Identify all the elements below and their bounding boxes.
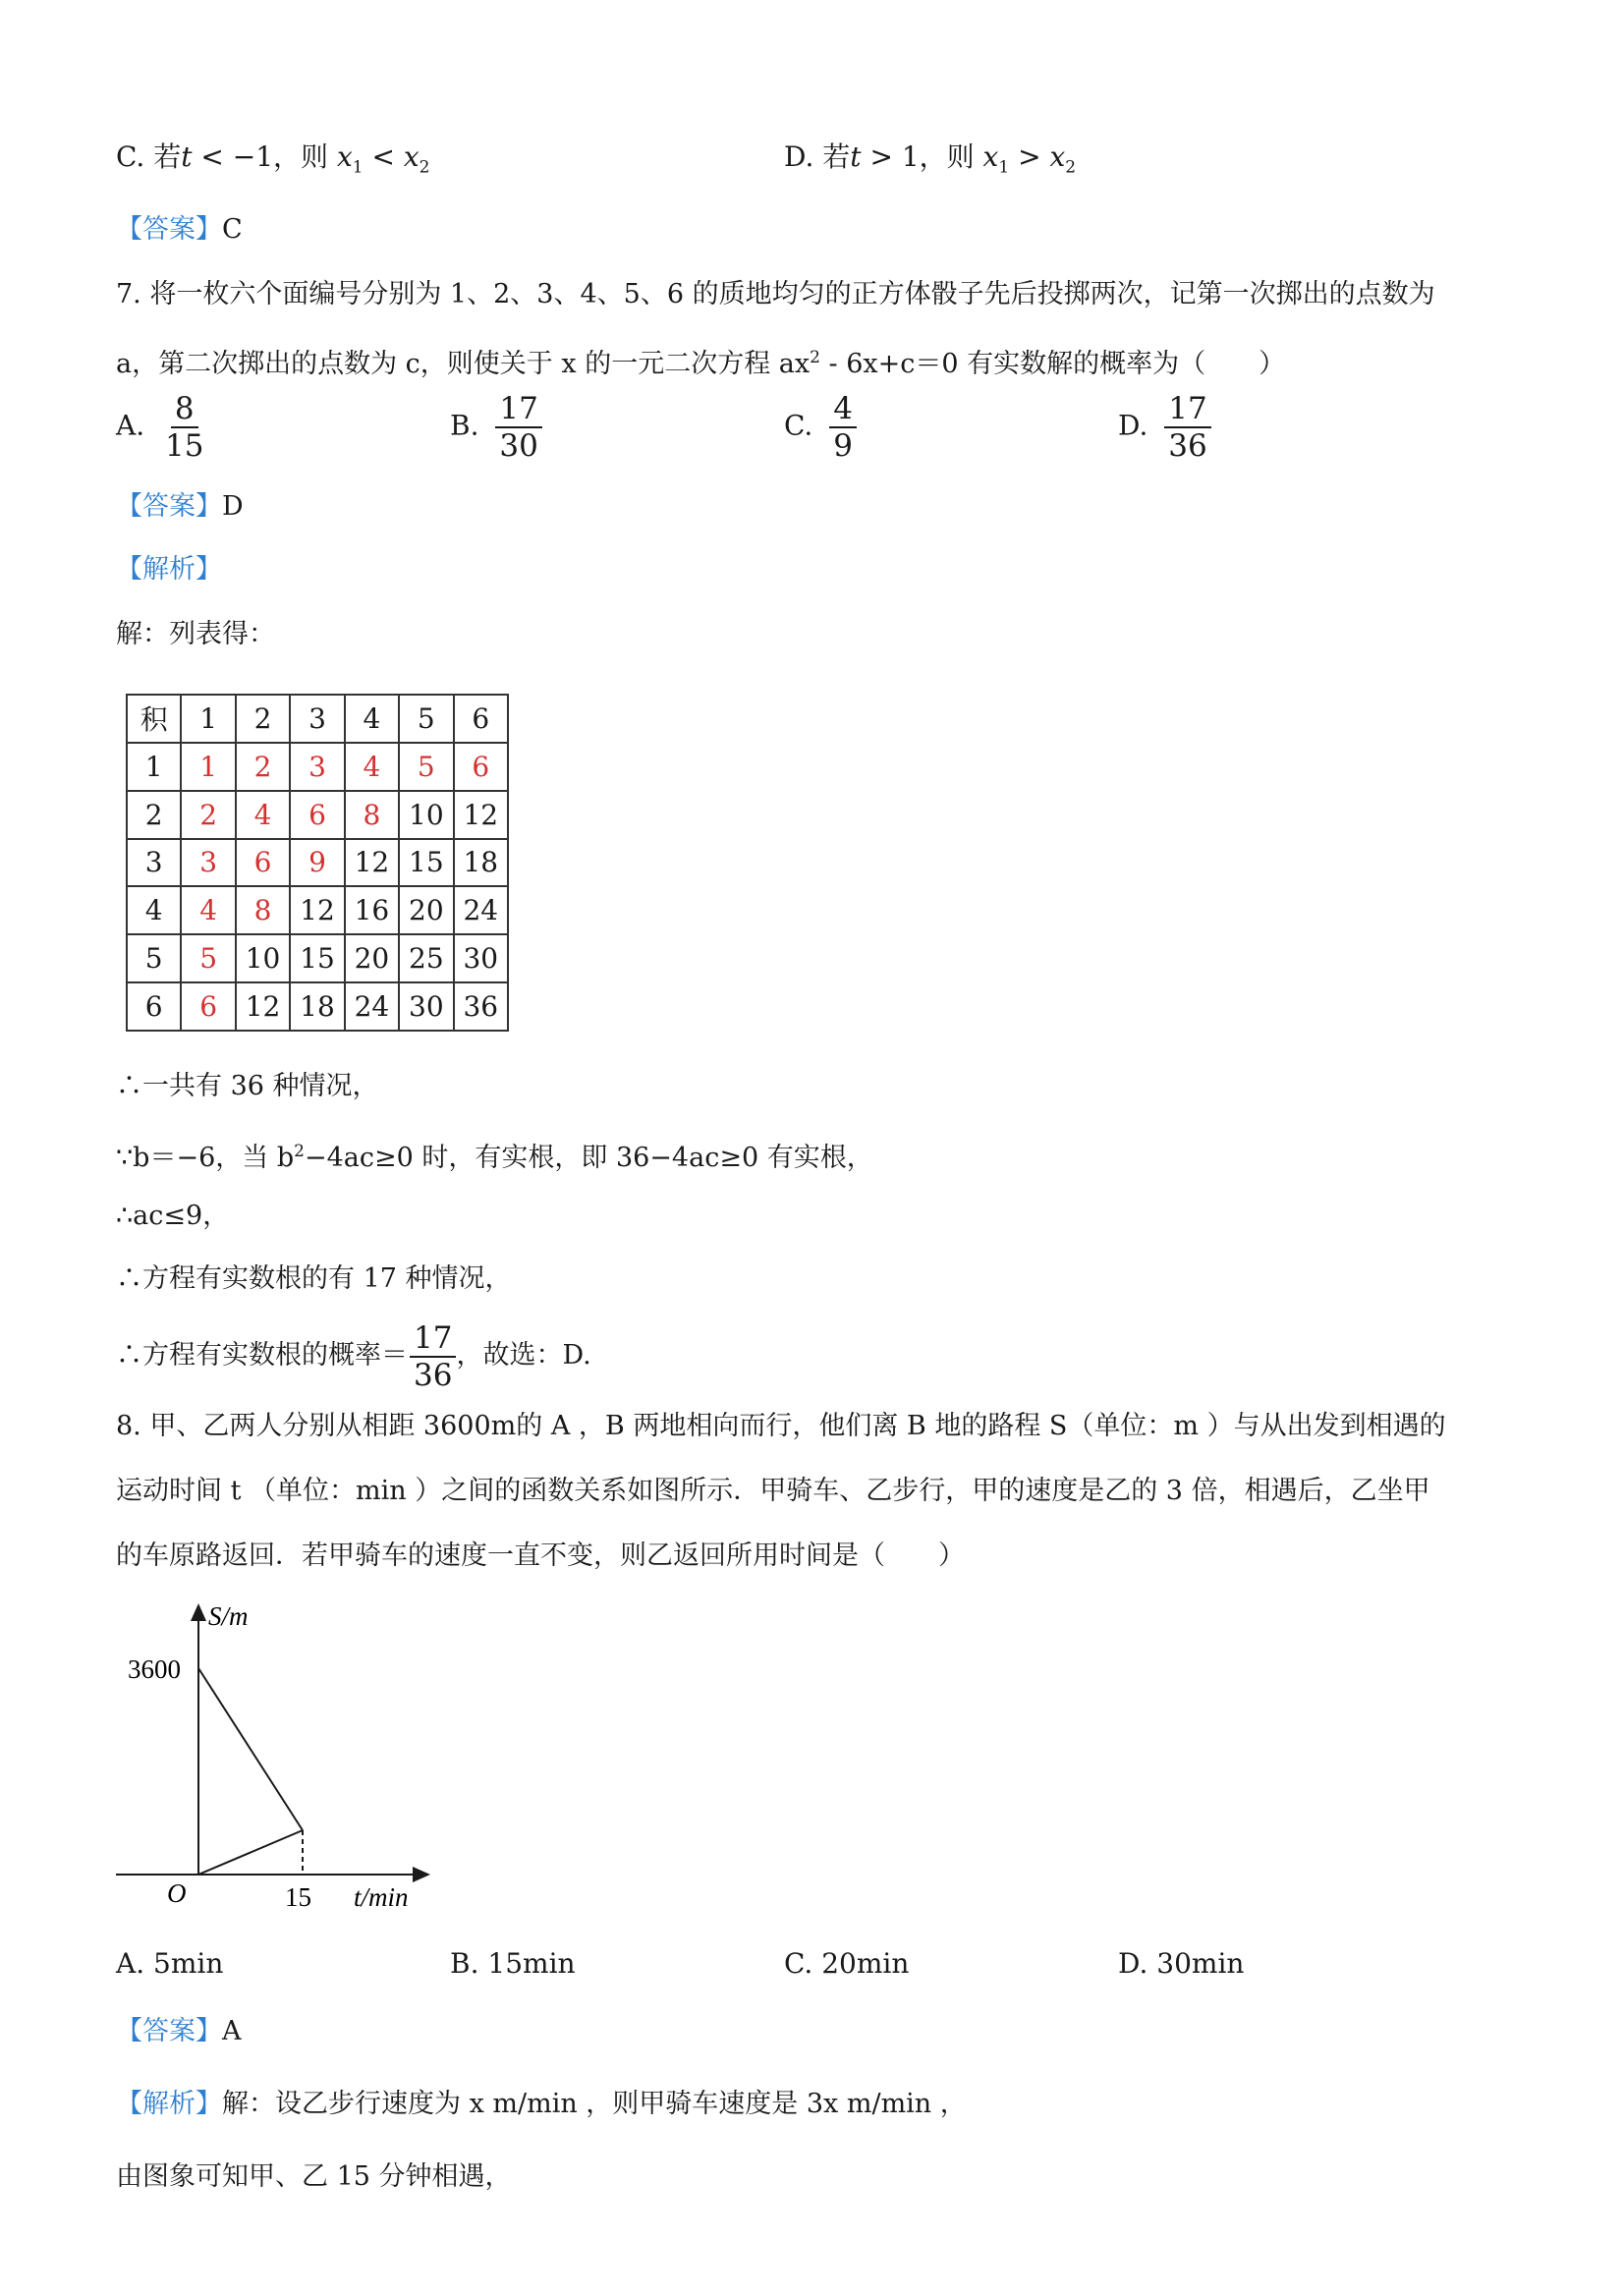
table-cell: 6	[181, 982, 235, 1031]
origin-label: O	[167, 1878, 187, 1908]
table-cell: 1	[181, 743, 235, 791]
q7-step4: ∴方程有实数根的有 17 种情况，	[116, 1263, 512, 1294]
table-cell: 18	[454, 839, 508, 887]
table-cell: 30	[399, 982, 453, 1031]
line-jia	[198, 1668, 303, 1830]
table-cell: 12	[236, 982, 290, 1031]
answer-tag: 【答案】	[116, 214, 222, 245]
table-cell: 2	[181, 791, 235, 839]
table-cell: 4	[181, 886, 235, 934]
table-cell: 8	[236, 886, 290, 934]
y-tick-3600: 3600	[128, 1654, 181, 1684]
product-table	[126, 694, 509, 1032]
q7-question-line2: a，第二次掷出的点数为 c，则使关于 x 的一元二次方程 $ax^2 - 6x+c=0$ 有实数解的概率为（ ）	[116, 348, 1286, 379]
q8-answer: 【答案】A	[116, 2016, 242, 2046]
line-yi	[198, 1830, 303, 1875]
table-cell: 36	[454, 982, 508, 1031]
q7-step2: ∵b＝−6，当 $b^2-4ac\ge 0$ 时，有实根，即 36−4ac≥0 有实根，	[116, 1142, 873, 1173]
table-cell: 6	[290, 791, 344, 839]
q8-analysis: 【解析】解：设乙步行速度为 x m/min ，则甲骑车速度是 3x m/min ，	[116, 2089, 967, 2119]
table-cell: 4	[236, 791, 290, 839]
table-cell: 20	[399, 886, 453, 934]
table-cell: 12	[454, 791, 508, 839]
table-cell: 10	[399, 791, 453, 839]
table-cell: 4	[127, 886, 181, 934]
q8-analysis-line2: 由图象可知甲、乙 15 分钟相遇，	[116, 2161, 512, 2192]
q6-option-c: C. 若t < −1，则 $x_1 < x_2$	[116, 140, 430, 178]
q7-question-line1: 7. 将一枚六个面编号分别为 1、2、3、4、5、6 的质地均匀的正方体骰子先后投掷两次，记第一次掷出的点数为	[116, 279, 1435, 309]
q8-option-d: D. 30min	[1118, 1947, 1245, 1980]
table-cell: 15	[290, 934, 344, 982]
table-cell: 5	[399, 743, 453, 791]
table-row	[127, 791, 508, 839]
table-cell: 5	[127, 934, 181, 982]
x-axis-label: t/min	[354, 1882, 409, 1912]
table-cell: 6	[236, 839, 290, 887]
q7-answer: 【答案】D	[116, 491, 244, 522]
table-header-row	[127, 695, 508, 743]
table-cell: 2	[127, 791, 181, 839]
table-cell: 12	[345, 839, 399, 887]
q8-option-b: B. 15min	[450, 1947, 576, 1980]
q7-solution-intro: 解：列表得：	[116, 619, 275, 649]
table-header-cell: 3	[290, 695, 344, 743]
table-cell: 9	[290, 839, 344, 887]
table-cell: 24	[345, 982, 399, 1031]
table-cell: 1	[127, 743, 181, 791]
answer-tag: 【答案】	[116, 491, 222, 522]
table-cell: 5	[181, 934, 235, 982]
table-cell: 30	[454, 934, 508, 982]
table-cell: 8	[345, 791, 399, 839]
table-cell: 10	[236, 934, 290, 982]
table-cell: 3	[127, 839, 181, 887]
table-row	[127, 982, 508, 1031]
table-cell: 15	[399, 839, 453, 887]
table-cell: 24	[454, 886, 508, 934]
table-header-cell: 6	[454, 695, 508, 743]
q8-question-line1: 8. 甲、乙两人分别从相距 3600m的 A ，B 两地相向而行，他们离 B 地的路程 S（单位：m ）与从出发到相遇的	[116, 1411, 1446, 1441]
q8-question-line2: 运动时间 t （单位：min ）之间的函数关系如图所示．甲骑车、乙步行，甲的速度是乙的 3 倍，相遇后，乙坐甲	[116, 1476, 1430, 1506]
q7-option-b: B. $\frac{17}{30}$	[450, 391, 542, 464]
table-cell: 20	[345, 934, 399, 982]
q7-step3: ∴ac≤9，	[116, 1201, 230, 1231]
x-tick-15: 15	[285, 1882, 311, 1912]
table-header-cell: 4	[345, 695, 399, 743]
table-cell: 25	[399, 934, 453, 982]
table-cell: 16	[345, 886, 399, 934]
q7-step5: ∴方程有实数根的概率＝ $\frac{17}{36}$ ，故选：D.	[116, 1319, 591, 1393]
q7-option-a: A. $\frac{8}{15}$	[116, 391, 204, 464]
q8-option-a: A. 5min	[116, 1947, 224, 1980]
distance-time-graph	[108, 1601, 432, 1926]
q8-option-c: C. 20min	[784, 1947, 910, 1980]
q7-option-c: C. $\frac{4}{9}$	[784, 391, 857, 464]
q6-answer: 【答案】C	[116, 214, 243, 245]
table-cell: 2	[236, 743, 290, 791]
table-cell: 4	[345, 743, 399, 791]
table-row	[127, 839, 508, 887]
table-cell: 3	[181, 839, 235, 887]
table-cell: 12	[290, 886, 344, 934]
table-header-cell: 1	[181, 695, 235, 743]
table-header-cell: 5	[399, 695, 453, 743]
table-cell: 18	[290, 982, 344, 1031]
table-header-cell: 2	[236, 695, 290, 743]
table-row	[127, 743, 508, 791]
q6-option-d: D. 若t > 1，则 $x_1 > x_2$	[784, 140, 1077, 178]
q7-option-d: D. $\frac{17}{36}$	[1118, 391, 1211, 464]
y-axis-label: S/m	[208, 1601, 249, 1631]
table-cell: 6	[454, 743, 508, 791]
q7-analysis-tag: 【解析】	[116, 554, 222, 585]
table-header-cell: 积	[127, 695, 181, 743]
answer-tag: 【答案】	[116, 2016, 222, 2046]
table-row	[127, 886, 508, 934]
table-cell: 6	[127, 982, 181, 1031]
q7-step1: ∴一共有 36 种情况，	[116, 1071, 379, 1101]
table-row	[127, 934, 508, 982]
table-cell: 3	[290, 743, 344, 791]
q8-question-line3: 的车原路返回．若甲骑车的速度一直不变，则乙返回所用时间是（ ）	[116, 1540, 965, 1571]
